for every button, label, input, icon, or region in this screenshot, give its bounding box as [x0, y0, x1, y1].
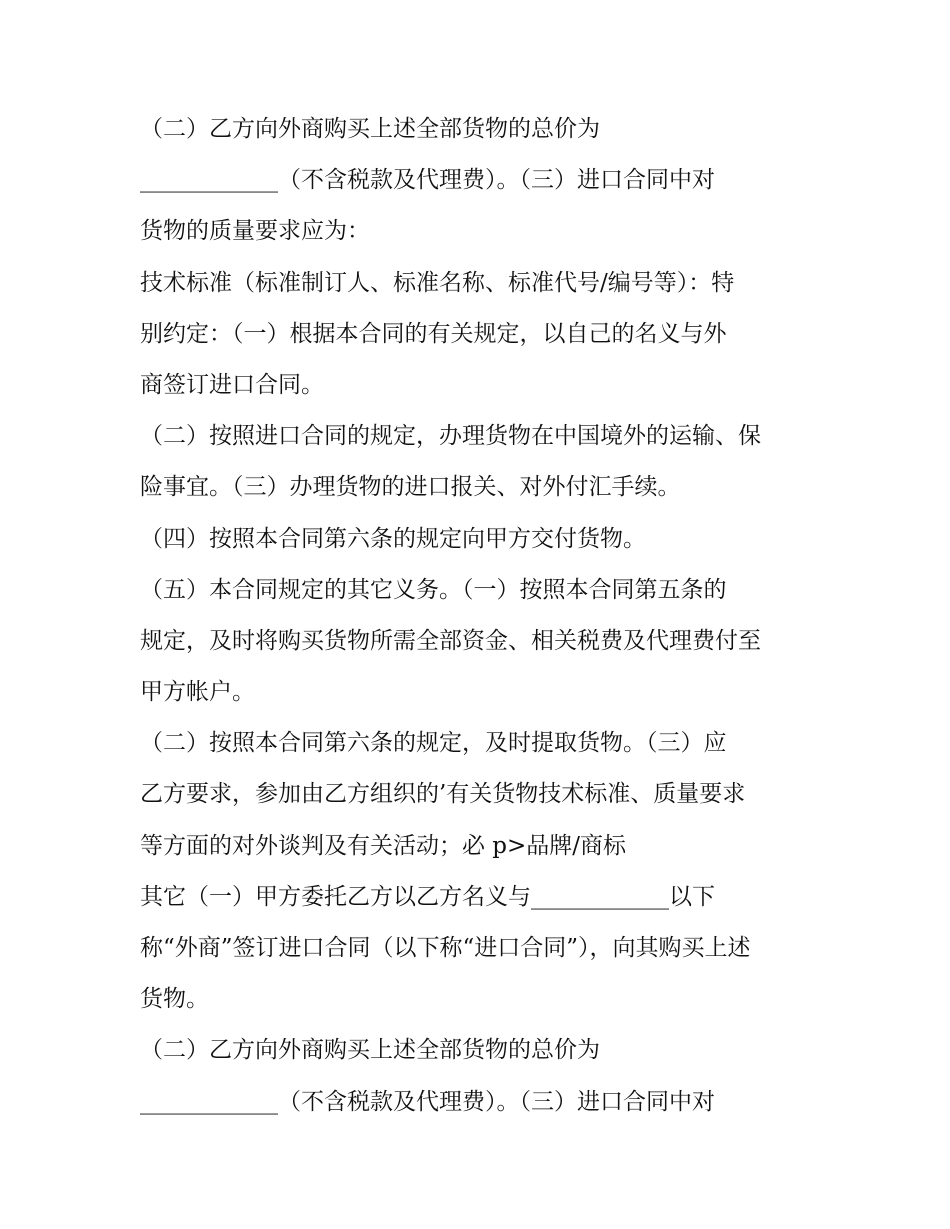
text-line: （二）乙方向外商购买上述全部货物的总价为 [140, 116, 600, 142]
text-line: 商签订进口合同。 [140, 371, 324, 398]
text-line: 其它（一）甲方委托乙方以乙方名义与____________以下 [140, 883, 715, 910]
text-line: 货物。 [140, 986, 209, 1013]
text-line: 别约定：（一）根据本合同的有关规定，以自己的名义与外 [140, 320, 727, 347]
text-line: 称“外商”签订进口合同（以下称“进口合同”），向其购买上述 [140, 935, 751, 961]
text-line: 乙方要求，参加由乙方组织的’有关货物技术标准、质量要求 [140, 781, 746, 808]
text-line: （二）按照进口合同的规定，办理货物在中国境外的运输、保 [140, 423, 761, 450]
text-line: 险事宜。（三）办理货物的进口报关、对外付汇手续。 [140, 474, 681, 501]
text-line: （二）按照本合同第六条的规定，及时提取货物。（三）应 [140, 730, 727, 757]
text-line: ____________（不含税款及代理费）。（三）进口合同中对 [140, 1088, 715, 1115]
text-line: 货物的质量要求应为： [140, 218, 370, 245]
text-line: 等方面的对外谈判及有关活动；必 p>品牌/商标 [140, 832, 627, 859]
text-line: ____________（不含税款及代理费）。（三）进口合同中对 [140, 167, 715, 194]
text-line: 技术标准（标准制订人、标准名称、标准代号/编号等）：特 [140, 269, 735, 296]
text-line: （四）按照本合同第六条的规定向甲方交付货物。 [140, 525, 646, 552]
contract-text [140, 104, 820, 1128]
text-line: （二）乙方向外商购买上述全部货物的总价为 [140, 1037, 600, 1064]
text-line: 规定，及时将购买货物所需全部资金、相关税费及代理费付至 [140, 627, 761, 654]
text-line: （五）本合同规定的其它义务。（一）按照本合同第五条的 [140, 576, 727, 603]
text-line: 甲方帐户。 [140, 679, 255, 706]
